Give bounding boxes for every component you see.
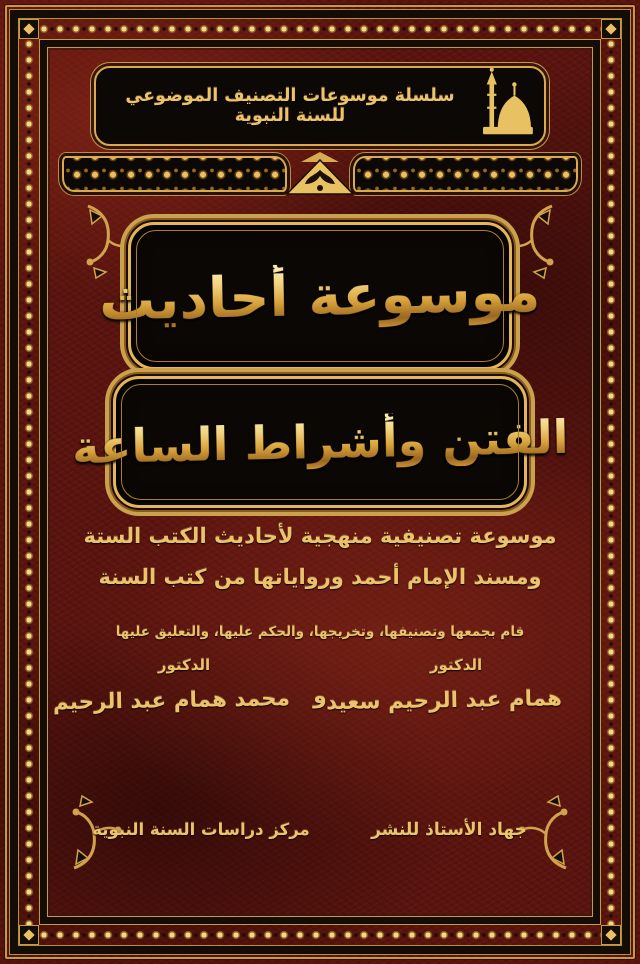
- subtitle-line1: موسوعة تصنيفية منهجية لأحاديث الكتب الستة: [83, 524, 557, 548]
- research-center-name: مركز دراسات السنة النبوية: [92, 820, 310, 839]
- subtitle-line2: ومسند الإمام أحمد ورواياتها من كتب السنة: [98, 564, 542, 589]
- publisher-name: جهاد الأستاذ للنشر: [371, 820, 527, 840]
- mosque-icon: [478, 66, 536, 138]
- frame-corner-ornament-bottom-left: [19, 925, 39, 945]
- authors-conjunction: و: [313, 684, 327, 709]
- title-banner-bottom: [71, 376, 569, 508]
- author-first-name: همام عبد الرحيم سعيد: [325, 686, 563, 716]
- bead-ornament-strip-right: [602, 20, 620, 944]
- author-second: [52, 656, 291, 716]
- author-second-honorific: الدكتور: [157, 656, 211, 674]
- series-banner: [94, 66, 546, 146]
- credit-line: قام بجمعها وتصنيفها، وتخريجها، والحكم عليها، والتعليق عليها: [115, 624, 525, 640]
- frame-corner-ornament-top-left: [19, 19, 39, 39]
- book-title-line2: الفتن وأشراط الساعة: [71, 409, 569, 475]
- subtitle-block: [70, 516, 570, 598]
- ornamental-divider: [62, 150, 578, 198]
- frame-corner-ornament-top-right: [601, 19, 621, 39]
- author-second-name: محمد همام عبد الرحيم: [52, 686, 291, 716]
- bead-ornament-strip-top: [20, 20, 620, 38]
- frame-corner-ornament-bottom-right: [601, 925, 621, 945]
- divider-cartouche-left: [62, 156, 287, 192]
- palmette-ornament-icon: [281, 150, 359, 198]
- book-title-line1: موسوعة أحاديث: [98, 258, 542, 334]
- bead-ornament-strip-left: [20, 20, 38, 944]
- bead-ornament-strip-bottom: [20, 926, 620, 944]
- author-first-honorific: الدكتور: [429, 656, 483, 674]
- divider-cartouche-right: [353, 156, 578, 192]
- authors-block: [52, 656, 563, 784]
- author-first: [325, 656, 563, 716]
- footer-block: [86, 820, 554, 840]
- title-banner-top: [98, 222, 542, 370]
- series-title: سلسلة موسوعات التصنيف الموضوعي للسنة النبوية: [125, 85, 455, 126]
